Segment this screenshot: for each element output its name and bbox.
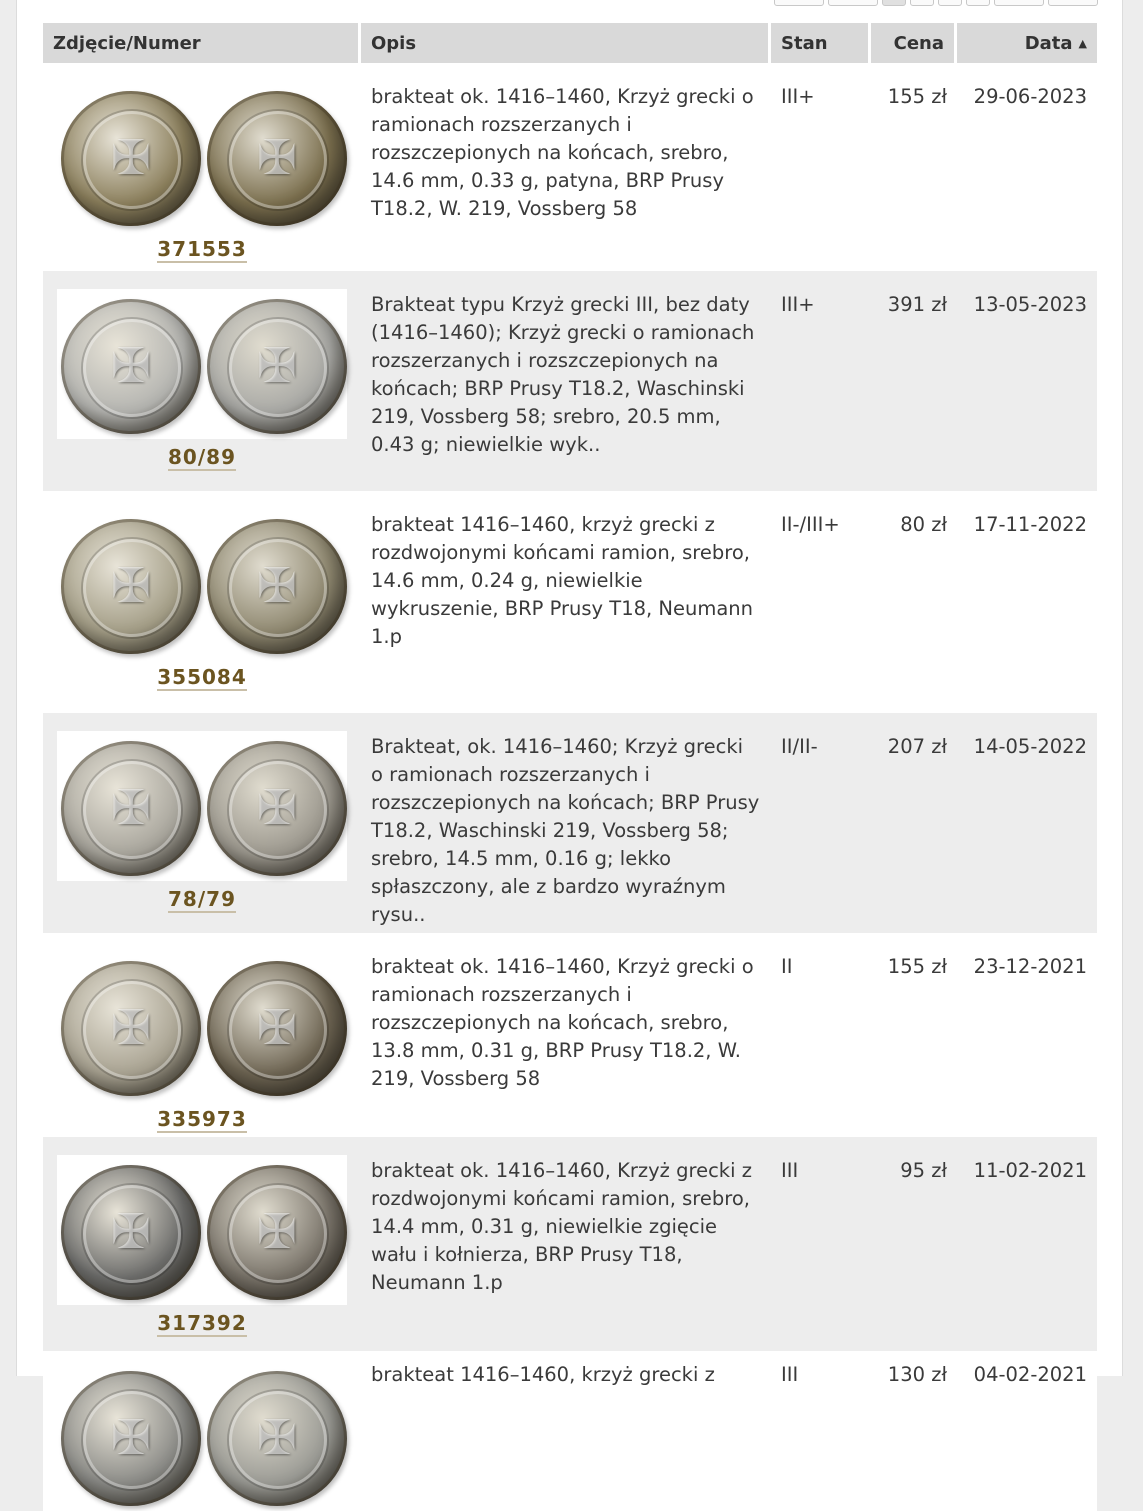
cross-icon: ✠ xyxy=(256,999,298,1056)
lot-price: 95 zł xyxy=(871,1137,957,1351)
coin-thumbnail[interactable] xyxy=(57,509,347,659)
coin-obverse-image xyxy=(61,741,201,876)
lot-date: 11-02-2021 xyxy=(957,1137,1097,1351)
table-row xyxy=(43,63,1097,271)
coin-reverse-image xyxy=(207,91,347,226)
cross-icon: ✠ xyxy=(256,337,298,394)
lot-condition: III xyxy=(771,1351,871,1511)
coin-obverse-image xyxy=(61,1165,201,1300)
cross-icon: ✠ xyxy=(256,557,298,614)
lot-date: 23-12-2021 xyxy=(957,933,1097,1137)
cross-icon: ✠ xyxy=(110,337,152,394)
lot-image-cell xyxy=(43,271,361,491)
cross-icon: ✠ xyxy=(256,1409,298,1466)
coin-thumbnail[interactable] xyxy=(57,951,347,1101)
lot-image-cell xyxy=(43,933,361,1137)
lot-image-cell xyxy=(43,63,361,271)
column-header-description[interactable]: Opis xyxy=(361,23,771,63)
column-header-date[interactable] xyxy=(957,23,1097,63)
coin-reverse-image xyxy=(207,299,347,434)
lot-description: brakteat ok. 1416–1460, Krzyż grecki o ramionach rozszerzanych i rozszczepionych na końcach, srebro, 13.8 mm, 0.31 g, BRP Prusy T18.2, W. 219, Vossberg 58 xyxy=(361,933,771,1137)
pagination-button[interactable] xyxy=(966,0,990,6)
lot-number-link[interactable]: 80/89 xyxy=(168,445,236,469)
coin-reverse-image xyxy=(207,1371,347,1506)
pagination xyxy=(774,0,1098,6)
pagination-button[interactable] xyxy=(938,0,962,6)
table-row xyxy=(43,491,1097,713)
lot-number-link[interactable]: 335973 xyxy=(157,1107,247,1131)
results-page xyxy=(16,0,1123,1466)
table-row xyxy=(43,713,1097,933)
pagination-button[interactable] xyxy=(828,0,878,6)
lot-description: brakteat 1416–1460, krzyż grecki z xyxy=(361,1351,771,1511)
coin-reverse-image xyxy=(207,741,347,876)
cross-icon: ✠ xyxy=(110,1409,152,1466)
lot-condition: III+ xyxy=(771,271,871,491)
column-header-date-label: Data xyxy=(1024,32,1073,54)
coin-thumbnail[interactable] xyxy=(57,81,347,231)
coin-obverse-image xyxy=(61,961,201,1096)
lot-number-link[interactable]: 371553 xyxy=(157,237,247,261)
lot-condition: II xyxy=(771,933,871,1137)
table-row xyxy=(43,1351,1097,1511)
lot-number-link[interactable]: 317392 xyxy=(157,1311,247,1335)
cross-icon: ✠ xyxy=(256,1203,298,1260)
lot-condition: II-/III+ xyxy=(771,491,871,713)
lot-image-cell xyxy=(43,1137,361,1351)
lot-number-link[interactable]: 78/79 xyxy=(168,887,236,911)
sort-ascending-icon: ▲ xyxy=(1078,36,1087,50)
lot-price: 130 zł xyxy=(871,1351,957,1511)
cross-icon: ✠ xyxy=(110,779,152,836)
lot-date: 13-05-2023 xyxy=(957,271,1097,491)
table-header-row xyxy=(43,23,1097,63)
lot-price: 207 zł xyxy=(871,713,957,933)
lot-image-cell xyxy=(43,713,361,933)
lot-condition: III xyxy=(771,1137,871,1351)
table-row xyxy=(43,1137,1097,1351)
pagination-button-current[interactable] xyxy=(882,0,906,6)
coin-reverse-image xyxy=(207,1165,347,1300)
coin-thumbnail[interactable] xyxy=(57,289,347,439)
lot-price: 391 zł xyxy=(871,271,957,491)
coin-obverse-image xyxy=(61,519,201,654)
cross-icon: ✠ xyxy=(256,129,298,186)
coin-thumbnail[interactable] xyxy=(57,1361,347,1511)
coin-reverse-image xyxy=(207,961,347,1096)
coin-thumbnail[interactable] xyxy=(57,731,347,881)
lot-description: Brakteat, ok. 1416–1460; Krzyż grecki o ramionach rozszerzanych i rozszczepionych na końcach; BRP Prusy T18.2, Waschinski 219, Vossberg 58; srebro, 14.5 mm, 0.16 g; lekko spłaszczony, ale z bardzo wyraźnym rysu.. xyxy=(361,713,771,933)
lot-price: 80 zł xyxy=(871,491,957,713)
lot-description: brakteat ok. 1416–1460, Krzyż grecki z rozdwojonymi końcami ramion, srebro, 14.4 mm, 0.31 g, niewielkie zgięcie wału i kołnierza, BRP Prusy T18, Neumann 1.p xyxy=(361,1137,771,1351)
column-header-price[interactable]: Cena xyxy=(871,23,957,63)
lot-image-cell xyxy=(43,491,361,713)
lot-condition: II/II- xyxy=(771,713,871,933)
lot-date: 29-06-2023 xyxy=(957,63,1097,271)
column-header-condition[interactable]: Stan xyxy=(771,23,871,63)
lot-description: brakteat 1416–1460, krzyż grecki z rozdwojonymi końcami ramion, srebro, 14.6 mm, 0.24 g, niewielkie wykruszenie, BRP Prusy T18, Neumann 1.p xyxy=(361,491,771,713)
pagination-button[interactable] xyxy=(774,0,824,6)
lot-price: 155 zł xyxy=(871,63,957,271)
results-table xyxy=(43,23,1097,1511)
cross-icon: ✠ xyxy=(110,999,152,1056)
cross-icon: ✠ xyxy=(110,129,152,186)
coin-obverse-image xyxy=(61,91,201,226)
coin-reverse-image xyxy=(207,519,347,654)
lot-description: Brakteat typu Krzyż grecki III, bez daty (1416–1460); Krzyż grecki o ramionach rozszerzanych i rozszczepionych na końcach; BRP Prusy T18.2, Waschinski 219, Vossberg 58; srebro, 20.5 mm, 0.43 g; niewielkie wyk.. xyxy=(361,271,771,491)
column-header-image[interactable]: Zdjęcie/Numer xyxy=(43,23,361,63)
coin-thumbnail[interactable] xyxy=(57,1155,347,1305)
cross-icon: ✠ xyxy=(110,1203,152,1260)
lot-date: 04-02-2021 xyxy=(957,1351,1097,1511)
coin-obverse-image xyxy=(61,1371,201,1506)
lot-condition: III+ xyxy=(771,63,871,271)
lot-date: 14-05-2022 xyxy=(957,713,1097,933)
lot-number-link[interactable]: 355084 xyxy=(157,665,247,689)
lot-image-cell xyxy=(43,1351,361,1511)
pagination-button[interactable] xyxy=(910,0,934,6)
pagination-button[interactable] xyxy=(994,0,1044,6)
table-row xyxy=(43,271,1097,491)
lot-description: brakteat ok. 1416–1460, Krzyż grecki o ramionach rozszerzanych i rozszczepionych na końcach, srebro, 14.6 mm, 0.33 g, patyna, BRP Prusy T18.2, W. 219, Vossberg 58 xyxy=(361,63,771,271)
cross-icon: ✠ xyxy=(256,779,298,836)
coin-obverse-image xyxy=(61,299,201,434)
cross-icon: ✠ xyxy=(110,557,152,614)
pagination-button[interactable] xyxy=(1048,0,1098,6)
table-row xyxy=(43,933,1097,1137)
lot-date: 17-11-2022 xyxy=(957,491,1097,713)
lot-price: 155 zł xyxy=(871,933,957,1137)
